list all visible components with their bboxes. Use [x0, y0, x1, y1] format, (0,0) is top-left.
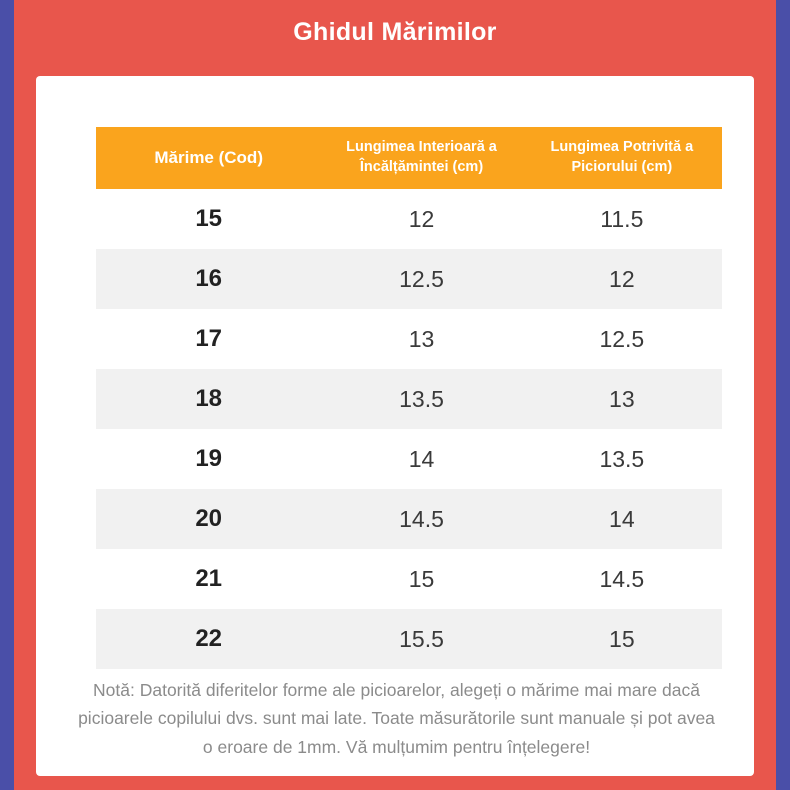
- cell-size-code: 20: [96, 489, 321, 549]
- cell-inner-length: 14: [321, 429, 521, 489]
- table-row: [96, 549, 722, 609]
- size-guide-banner: [14, 0, 776, 790]
- cell-size-code: 16: [96, 249, 321, 309]
- cell-foot-length: 13: [522, 369, 722, 429]
- column-header-size: Mărime (Cod): [96, 127, 321, 189]
- size-table: [96, 127, 722, 669]
- cell-foot-length: 15: [522, 609, 722, 669]
- cell-inner-length: 13.5: [321, 369, 521, 429]
- table-row: [96, 309, 722, 369]
- table-body: [96, 189, 722, 669]
- column-header-foot-length: Lungimea Potrivită a Piciorului (cm): [522, 127, 722, 189]
- cell-inner-length: 13: [321, 309, 521, 369]
- cell-inner-length: 15: [321, 549, 521, 609]
- cell-size-code: 22: [96, 609, 321, 669]
- table-row: [96, 609, 722, 669]
- cell-inner-length: 15.5: [321, 609, 521, 669]
- cell-inner-length: 12: [321, 189, 521, 249]
- table-row: [96, 189, 722, 249]
- cell-foot-length: 14.5: [522, 549, 722, 609]
- cell-size-code: 18: [96, 369, 321, 429]
- cell-size-code: 17: [96, 309, 321, 369]
- measurement-note: Notă: Datorită diferitelor forme ale picioarelor, alegeți o mărime mai mare dacă picioarele copilului dvs. sunt mai late. Toate măsurătorile sunt manuale și pot avea o eroare de 1mm. Vă mulțumim pentru înțelegere!: [78, 680, 715, 757]
- table-row: [96, 249, 722, 309]
- column-header-inner-length: Lungimea Interioară a Încălțămintei (cm): [321, 127, 521, 189]
- cell-foot-length: 12: [522, 249, 722, 309]
- size-chart-card: [36, 76, 754, 776]
- cell-inner-length: 14.5: [321, 489, 521, 549]
- cell-foot-length: 13.5: [522, 429, 722, 489]
- table-header-row: [96, 127, 722, 189]
- table-row: [96, 489, 722, 549]
- cell-foot-length: 12.5: [522, 309, 722, 369]
- cell-foot-length: 11.5: [522, 189, 722, 249]
- page-title: Ghidul Mărimilor: [293, 18, 497, 46]
- cell-inner-length: 12.5: [321, 249, 521, 309]
- cell-size-code: 15: [96, 189, 321, 249]
- cell-size-code: 19: [96, 429, 321, 489]
- table-row: [96, 369, 722, 429]
- table-row: [96, 429, 722, 489]
- cell-foot-length: 14: [522, 489, 722, 549]
- cell-size-code: 21: [96, 549, 321, 609]
